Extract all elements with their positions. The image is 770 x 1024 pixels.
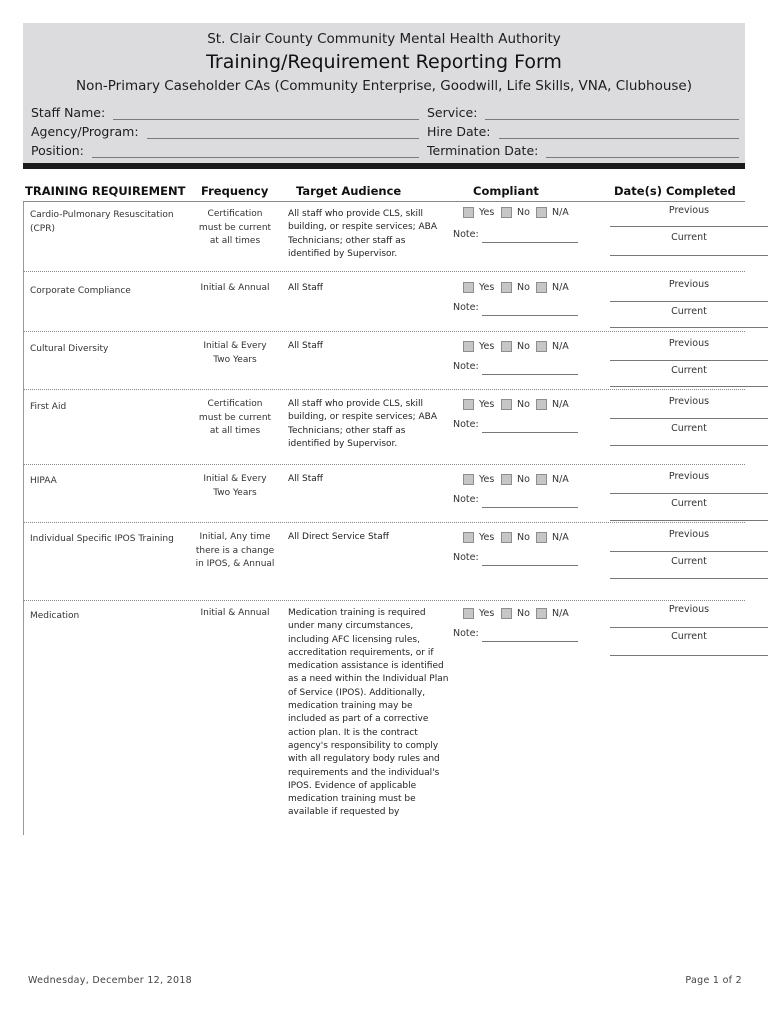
note-line[interactable] [482, 315, 578, 316]
current-label: Current [671, 232, 707, 243]
note-line[interactable] [482, 507, 578, 508]
current-label: Current [671, 306, 707, 317]
audience-text: All Staff [288, 341, 323, 351]
no-checkbox[interactable] [501, 282, 512, 293]
na-checkbox[interactable] [536, 474, 547, 485]
audience-text: Medication training is required under many circumstances, including AFC licensing rules, accreditation requirements, or if medication assistance is identified as a need within the Individual Plan of Service (IPOS). Additionally, medication training may be included as part of a corrective action plan. It is the contract agency's responsibility to comply with all regulatory body rules and requirements and the individual's IPOS. Evidence of applicable medication training must be available if requested by [288, 608, 449, 818]
na-label: N/A [552, 341, 569, 352]
frequency-text: Certification must be current at all times [198, 399, 272, 436]
previous-date-line[interactable] [610, 627, 768, 628]
no-label: No [517, 207, 530, 218]
no-checkbox[interactable] [501, 474, 512, 485]
na-checkbox[interactable] [536, 608, 547, 619]
hire-date-line[interactable] [499, 129, 740, 139]
column-header-frequency: Frequency [201, 184, 269, 198]
position-line[interactable] [92, 148, 419, 158]
current-date-line[interactable] [610, 520, 768, 521]
staff-name-line[interactable] [113, 110, 419, 120]
table-row [23, 390, 745, 465]
current-label: Current [671, 423, 707, 434]
yes-checkbox[interactable] [463, 608, 474, 619]
audience-text: All Staff [288, 474, 323, 484]
compliant-options [463, 474, 613, 488]
previous-date-line[interactable] [610, 360, 768, 361]
na-label: N/A [552, 532, 569, 543]
hire-date-field[interactable] [427, 124, 739, 139]
no-checkbox[interactable] [501, 399, 512, 410]
note-line[interactable] [482, 432, 578, 433]
compliant-options [463, 608, 613, 622]
na-checkbox[interactable] [536, 399, 547, 410]
note-field[interactable] [453, 628, 578, 642]
na-checkbox[interactable] [536, 282, 547, 293]
na-checkbox[interactable] [536, 341, 547, 352]
compliant-options [463, 207, 613, 221]
no-label: No [517, 341, 530, 352]
yes-label: Yes [479, 282, 495, 293]
note-line[interactable] [482, 374, 578, 375]
previous-label: Previous [668, 471, 710, 482]
compliant-options [463, 399, 613, 413]
current-label: Current [671, 365, 707, 376]
note-label: Note: [453, 552, 479, 563]
frequency-text: Initial & Every Two Years [203, 341, 267, 365]
yes-label: Yes [479, 608, 495, 619]
column-header-compliant: Compliant [473, 184, 539, 198]
service-label: Service: [427, 105, 478, 120]
table-row [23, 332, 745, 390]
current-date-line[interactable] [610, 578, 768, 579]
note-label: Note: [453, 628, 479, 639]
page-number: Page 1 of 2 [685, 975, 742, 986]
current-label: Current [671, 556, 707, 567]
current-date-line[interactable] [610, 655, 768, 656]
yes-checkbox[interactable] [463, 399, 474, 410]
agency-program-label: Agency/Program: [31, 124, 139, 139]
na-label: N/A [552, 207, 569, 218]
form-title: Training/Requirement Reporting Form [206, 51, 562, 73]
na-checkbox[interactable] [536, 532, 547, 543]
audience-text: All staff who provide CLS, skill building, or respite services; ABA Technicians; other staff as identified by Supervisor. [288, 399, 438, 449]
yes-checkbox[interactable] [463, 282, 474, 293]
current-date-line[interactable] [610, 445, 768, 446]
agency-program-line[interactable] [147, 129, 419, 139]
table-row [23, 272, 745, 332]
no-label: No [517, 282, 530, 293]
no-label: No [517, 532, 530, 543]
previous-label: Previous [668, 529, 710, 540]
current-date-line[interactable] [610, 386, 768, 387]
note-field[interactable] [453, 229, 578, 243]
table-row [23, 465, 745, 523]
footer-date: Wednesday, December 12, 2018 [28, 975, 193, 986]
requirement-name: Individual Specific IPOS Training [30, 534, 174, 544]
previous-date-line[interactable] [610, 301, 768, 302]
termination-date-line[interactable] [546, 148, 739, 158]
current-label: Current [671, 631, 707, 642]
previous-label: Previous [668, 396, 710, 407]
requirement-name: Medication [30, 611, 80, 621]
note-label: Note: [453, 494, 479, 505]
previous-label: Previous [668, 338, 710, 349]
yes-checkbox[interactable] [463, 341, 474, 352]
position-field[interactable] [31, 143, 419, 158]
no-checkbox[interactable] [501, 207, 512, 218]
requirement-name: HIPAA [30, 476, 57, 486]
note-field[interactable] [453, 419, 578, 433]
no-label: No [517, 474, 530, 485]
requirement-name: Cultural Diversity [30, 344, 109, 354]
note-line[interactable] [482, 641, 578, 642]
yes-label: Yes [479, 207, 495, 218]
no-label: No [517, 608, 530, 619]
termination-date-field[interactable] [427, 143, 739, 158]
note-field[interactable] [453, 302, 578, 316]
note-label: Note: [453, 361, 479, 372]
hire-date-label: Hire Date: [427, 124, 491, 139]
frequency-text: Initial & Annual [200, 608, 270, 618]
frequency-text: Certification must be current at all times [198, 209, 272, 246]
note-label: Note: [453, 302, 479, 313]
table-row [23, 202, 745, 272]
termination-date-label: Termination Date: [427, 143, 539, 158]
note-label: Note: [453, 419, 479, 430]
note-field[interactable] [453, 361, 578, 375]
previous-date-line[interactable] [610, 418, 768, 419]
requirement-name: Corporate Compliance [30, 286, 131, 296]
form-subtitle: Non-Primary Caseholder CAs (Community Enterprise, Goodwill, Life Skills, VNA, Clubhouse) [75, 78, 692, 94]
frequency-text: Initial, Any time there is a change in IPOS, & Annual [195, 532, 275, 569]
compliant-options [463, 532, 613, 546]
requirement-name: Cardio-Pulmonary Resuscitation (CPR) [30, 210, 174, 234]
na-checkbox[interactable] [536, 207, 547, 218]
yes-checkbox[interactable] [463, 207, 474, 218]
staff-name-label: Staff Name: [31, 105, 106, 120]
column-header-audience: Target Audience [296, 184, 402, 198]
previous-date-line[interactable] [610, 551, 768, 552]
audience-text: All Direct Service Staff [288, 532, 389, 542]
previous-date-line[interactable] [610, 493, 768, 494]
current-date-line[interactable] [610, 327, 768, 328]
agency-program-field[interactable] [31, 124, 419, 139]
audience-text: All Staff [288, 283, 323, 293]
column-header-requirement: TRAINING REQUIREMENT [25, 184, 186, 198]
current-label: Current [671, 498, 707, 509]
note-label: Note: [453, 229, 479, 240]
staff-name-field[interactable] [31, 105, 419, 120]
frequency-text: Initial & Annual [200, 283, 270, 293]
previous-label: Previous [668, 604, 710, 615]
yes-label: Yes [479, 532, 495, 543]
na-label: N/A [552, 282, 569, 293]
note-line[interactable] [482, 565, 578, 566]
na-label: N/A [552, 608, 569, 619]
requirement-name: First Aid [30, 402, 67, 412]
previous-label: Previous [668, 205, 710, 216]
table-row [23, 601, 745, 831]
no-label: No [517, 399, 530, 410]
frequency-text: Initial & Every Two Years [203, 474, 267, 498]
form-header [23, 23, 745, 163]
note-line[interactable] [482, 242, 578, 243]
table-row [23, 523, 745, 601]
position-label: Position: [31, 143, 84, 158]
note-field[interactable] [453, 552, 578, 566]
no-checkbox[interactable] [501, 341, 512, 352]
column-header-dates: Date(s) Completed [614, 184, 736, 198]
no-checkbox[interactable] [501, 532, 512, 543]
note-field[interactable] [453, 494, 578, 508]
service-line[interactable] [485, 110, 739, 120]
compliant-options [463, 341, 613, 355]
compliant-options [463, 282, 613, 296]
current-date-line[interactable] [610, 255, 768, 256]
yes-label: Yes [479, 474, 495, 485]
service-field[interactable] [427, 105, 739, 120]
yes-label: Yes [479, 399, 495, 410]
yes-checkbox[interactable] [463, 532, 474, 543]
na-label: N/A [552, 399, 569, 410]
organization-name: St. Clair County Community Mental Health Authority [207, 31, 561, 47]
previous-label: Previous [668, 279, 710, 290]
yes-label: Yes [479, 341, 495, 352]
header-divider [23, 163, 745, 169]
no-checkbox[interactable] [501, 608, 512, 619]
yes-checkbox[interactable] [463, 474, 474, 485]
na-label: N/A [552, 474, 569, 485]
audience-text: All staff who provide CLS, skill building, or respite services; ABA Technicians; other staff as identified by Supervisor. [288, 209, 438, 259]
previous-date-line[interactable] [610, 226, 768, 227]
